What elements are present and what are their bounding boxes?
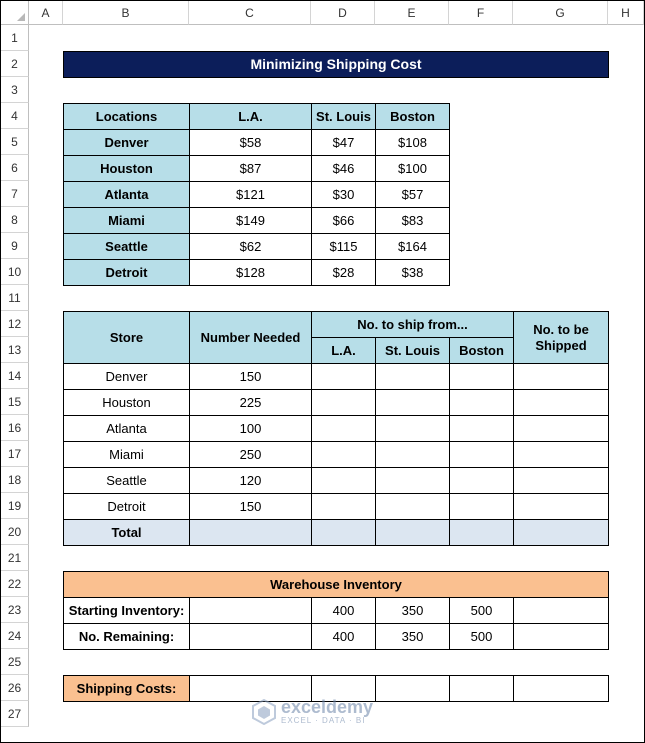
- cost-value-bos-1[interactable]: $100: [375, 155, 450, 182]
- ship-store-1[interactable]: Houston: [63, 389, 190, 416]
- cost-header-st-louis[interactable]: St. Louis: [311, 103, 376, 130]
- row-header-3[interactable]: 3: [1, 77, 29, 103]
- row-header-15[interactable]: 15: [1, 389, 29, 415]
- row-header-8[interactable]: 8: [1, 207, 29, 233]
- inventory-title[interactable]: Warehouse Inventory: [63, 571, 609, 598]
- watermark-name: exceldemy: [281, 697, 374, 717]
- inventory-remaining-blank[interactable]: [189, 623, 312, 650]
- ship-needed-1[interactable]: 225: [189, 389, 312, 416]
- ship-needed-4[interactable]: 120: [189, 467, 312, 494]
- inventory-starting-2[interactable]: 500: [449, 597, 514, 624]
- ship-store-3[interactable]: Miami: [63, 441, 190, 468]
- ship-input-cell-0-4[interactable]: [375, 363, 450, 390]
- ship-total-cell-6[interactable]: [513, 519, 609, 546]
- row-header-1[interactable]: 1: [1, 25, 29, 51]
- ship-input-cell-2-5[interactable]: [449, 415, 514, 442]
- ship-needed-5[interactable]: 150: [189, 493, 312, 520]
- ship-input-cell-4-5[interactable]: [449, 467, 514, 494]
- ship-input-cell-5-6[interactable]: [513, 493, 609, 520]
- shipping-costs-cell-6[interactable]: [513, 675, 609, 702]
- inventory-remaining-2[interactable]: 500: [449, 623, 514, 650]
- row-header-27[interactable]: 27: [1, 701, 29, 727]
- column-header-b[interactable]: B: [63, 1, 189, 25]
- ship-store-5[interactable]: Detroit: [63, 493, 190, 520]
- ship-subheader-2[interactable]: Boston: [449, 337, 514, 364]
- ship-input-cell-1-4[interactable]: [375, 389, 450, 416]
- title-cell[interactable]: Minimizing Shipping Cost: [63, 51, 609, 78]
- cost-value-stl-4[interactable]: $115: [311, 233, 376, 260]
- ship-input-cell-3-4[interactable]: [375, 441, 450, 468]
- ship-input-cell-2-4[interactable]: [375, 415, 450, 442]
- column-header-f[interactable]: F: [449, 1, 513, 25]
- watermark-tagline: EXCEL · DATA · BI: [281, 716, 366, 725]
- column-header-e[interactable]: E: [375, 1, 449, 25]
- ship-header-to-be-shipped[interactable]: No. to be Shipped: [513, 311, 609, 364]
- column-header-g[interactable]: G: [513, 1, 608, 25]
- ship-subheader-1[interactable]: St. Louis: [375, 337, 450, 364]
- row-header-18[interactable]: 18: [1, 467, 29, 493]
- watermark-logo: [251, 698, 373, 725]
- inventory-remaining-extra[interactable]: [513, 623, 609, 650]
- row-header-6[interactable]: 6: [1, 155, 29, 181]
- column-header-h[interactable]: H: [608, 1, 644, 25]
- row-header-19[interactable]: 19: [1, 493, 29, 519]
- ship-needed-0[interactable]: 150: [189, 363, 312, 390]
- inventory-starting-0[interactable]: 400: [311, 597, 376, 624]
- cost-location-1[interactable]: Houston: [63, 155, 190, 182]
- row-header-16[interactable]: 16: [1, 415, 29, 441]
- row-header-22[interactable]: 22: [1, 571, 29, 597]
- cost-value-stl-0[interactable]: $47: [311, 129, 376, 156]
- row-header-25[interactable]: 25: [1, 649, 29, 675]
- ship-input-cell-5-3[interactable]: [311, 493, 376, 520]
- cost-location-5[interactable]: Detroit: [63, 259, 190, 286]
- cost-value-stl-3[interactable]: $66: [311, 207, 376, 234]
- row-header-21[interactable]: 21: [1, 545, 29, 571]
- ship-input-cell-4-4[interactable]: [375, 467, 450, 494]
- row-header-24[interactable]: 24: [1, 623, 29, 649]
- cost-value-stl-2[interactable]: $30: [311, 181, 376, 208]
- ship-input-cell-2-3[interactable]: [311, 415, 376, 442]
- ship-header-number-needed[interactable]: Number Needed: [189, 311, 312, 364]
- ship-input-cell-0-3[interactable]: [311, 363, 376, 390]
- ship-input-cell-1-6[interactable]: [513, 389, 609, 416]
- inventory-remaining-1[interactable]: 350: [375, 623, 450, 650]
- cost-value-la-5[interactable]: $128: [189, 259, 312, 286]
- ship-needed-2[interactable]: 100: [189, 415, 312, 442]
- ship-input-cell-1-5[interactable]: [449, 389, 514, 416]
- ship-input-cell-3-3[interactable]: [311, 441, 376, 468]
- ship-input-cell-0-6[interactable]: [513, 363, 609, 390]
- ship-store-2[interactable]: Atlanta: [63, 415, 190, 442]
- ship-input-cell-5-4[interactable]: [375, 493, 450, 520]
- column-header-c[interactable]: C: [189, 1, 311, 25]
- cost-value-la-4[interactable]: $62: [189, 233, 312, 260]
- cost-value-stl-1[interactable]: $46: [311, 155, 376, 182]
- row-header-20[interactable]: 20: [1, 519, 29, 545]
- row-header-5[interactable]: 5: [1, 129, 29, 155]
- select-all-triangle-icon: [17, 13, 25, 21]
- row-header-2[interactable]: 2: [1, 51, 29, 77]
- ship-input-cell-0-5[interactable]: [449, 363, 514, 390]
- cost-header-la[interactable]: L.A.: [189, 103, 312, 130]
- cost-header-boston[interactable]: Boston: [375, 103, 450, 130]
- cost-value-bos-4[interactable]: $164: [375, 233, 450, 260]
- cost-location-2[interactable]: Atlanta: [63, 181, 190, 208]
- cost-value-bos-0[interactable]: $108: [375, 129, 450, 156]
- ship-subheader-0[interactable]: L.A.: [311, 337, 376, 364]
- inventory-remaining-0[interactable]: 400: [311, 623, 376, 650]
- column-header-a[interactable]: A: [29, 1, 63, 25]
- ship-input-cell-2-6[interactable]: [513, 415, 609, 442]
- ship-total-cell-4[interactable]: [375, 519, 450, 546]
- row-header-17[interactable]: 17: [1, 441, 29, 467]
- row-header-26[interactable]: 26: [1, 675, 29, 701]
- ship-total-cell-5[interactable]: [449, 519, 514, 546]
- ship-input-cell-5-5[interactable]: [449, 493, 514, 520]
- row-header-10[interactable]: 10: [1, 259, 29, 285]
- ship-input-cell-3-6[interactable]: [513, 441, 609, 468]
- ship-input-cell-4-6[interactable]: [513, 467, 609, 494]
- cost-value-bos-2[interactable]: $57: [375, 181, 450, 208]
- inventory-starting-blank[interactable]: [189, 597, 312, 624]
- shipping-costs-cell-5[interactable]: [449, 675, 514, 702]
- ship-input-cell-3-5[interactable]: [449, 441, 514, 468]
- cost-location-3[interactable]: Miami: [63, 207, 190, 234]
- ship-input-cell-4-3[interactable]: [311, 467, 376, 494]
- ship-total-cell-2[interactable]: [189, 519, 312, 546]
- ship-store-0[interactable]: Denver: [63, 363, 190, 390]
- ship-needed-3[interactable]: 250: [189, 441, 312, 468]
- ship-total-label[interactable]: Total: [63, 519, 190, 546]
- ship-total-cell-3[interactable]: [311, 519, 376, 546]
- column-header-d[interactable]: D: [311, 1, 375, 25]
- row-header-14[interactable]: 14: [1, 363, 29, 389]
- cost-value-stl-5[interactable]: $28: [311, 259, 376, 286]
- ship-input-cell-1-3[interactable]: [311, 389, 376, 416]
- inventory-starting-1[interactable]: 350: [375, 597, 450, 624]
- cost-location-0[interactable]: Denver: [63, 129, 190, 156]
- row-header-13[interactable]: 13: [1, 337, 29, 363]
- row-header-12[interactable]: 12: [1, 311, 29, 337]
- cost-value-la-3[interactable]: $149: [189, 207, 312, 234]
- row-header-11[interactable]: 11: [1, 285, 29, 311]
- cost-value-bos-3[interactable]: $83: [375, 207, 450, 234]
- shipping-costs-label[interactable]: Shipping Costs:: [63, 675, 190, 702]
- select-all-corner[interactable]: [1, 1, 29, 25]
- row-header-23[interactable]: 23: [1, 597, 29, 623]
- ship-header-store[interactable]: Store: [63, 311, 190, 364]
- ship-header-ship-from[interactable]: No. to ship from...: [311, 311, 514, 338]
- exceldemy-logo-icon: [251, 699, 277, 725]
- cost-header-locations[interactable]: Locations: [63, 103, 190, 130]
- cost-value-la-2[interactable]: $121: [189, 181, 312, 208]
- cost-location-4[interactable]: Seattle: [63, 233, 190, 260]
- row-header-4[interactable]: 4: [1, 103, 29, 129]
- row-header-7[interactable]: 7: [1, 181, 29, 207]
- row-header-9[interactable]: 9: [1, 233, 29, 259]
- cost-value-bos-5[interactable]: $38: [375, 259, 450, 286]
- inventory-starting-extra[interactable]: [513, 597, 609, 624]
- inventory-starting-label[interactable]: Starting Inventory:: [63, 597, 190, 624]
- shipping-costs-cell-4[interactable]: [375, 675, 450, 702]
- cost-value-la-0[interactable]: $58: [189, 129, 312, 156]
- ship-store-4[interactable]: Seattle: [63, 467, 190, 494]
- cost-value-la-1[interactable]: $87: [189, 155, 312, 182]
- inventory-remaining-label[interactable]: No. Remaining:: [63, 623, 190, 650]
